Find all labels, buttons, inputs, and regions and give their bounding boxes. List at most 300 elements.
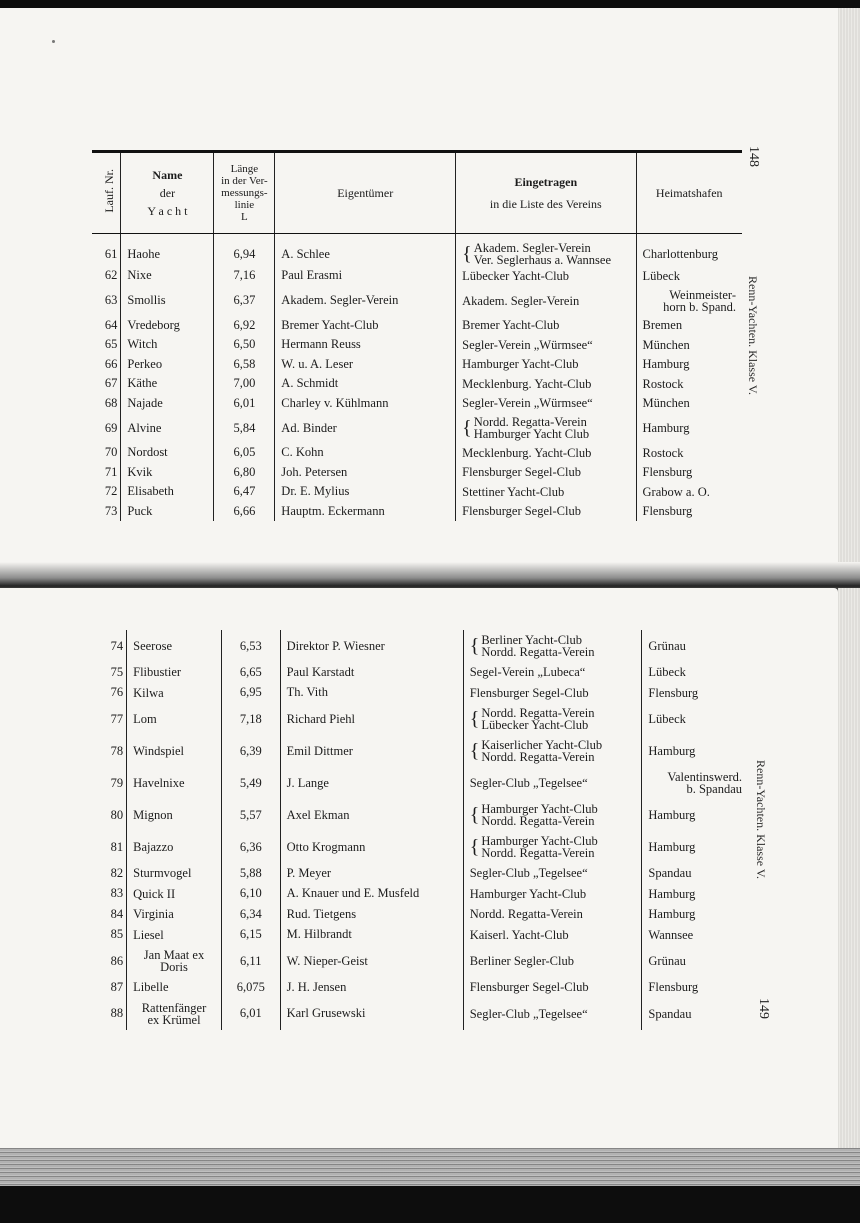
brace-mark: { xyxy=(469,740,480,762)
cell-yacht-name xyxy=(127,703,222,735)
table-row xyxy=(98,662,748,683)
cell-owner: M. Hilbrandt xyxy=(280,925,463,946)
cell-home-port xyxy=(642,683,748,704)
cell-club xyxy=(463,799,642,831)
table-body xyxy=(98,630,748,1030)
table-row xyxy=(98,767,748,799)
home-port-line: Flensburg xyxy=(642,465,693,480)
club-line: Segler-Club „Tegelsee“ xyxy=(469,1006,588,1021)
table-row xyxy=(92,316,742,336)
yacht-register-table-lower xyxy=(98,630,748,1030)
cell-home-port xyxy=(642,884,748,905)
yacht-name-line: Bajazzo xyxy=(133,840,174,854)
yacht-name-line: Mignon xyxy=(133,808,173,822)
cell-club xyxy=(456,443,636,463)
cell-home-port xyxy=(642,998,748,1030)
cell-length: 6,39 xyxy=(221,735,280,767)
cell-club xyxy=(463,767,642,799)
table-row xyxy=(98,925,748,946)
cell-length: 6,01 xyxy=(221,998,280,1030)
cell-nr: 66 xyxy=(92,355,121,375)
cell-club xyxy=(463,925,642,946)
cell-club xyxy=(463,735,642,767)
brace-mark: { xyxy=(469,708,480,730)
cell-length: 7,00 xyxy=(214,374,275,394)
header-club: Eingetragen in die Liste des Vereins xyxy=(456,152,636,234)
club-line: Hamburger Yacht-Club xyxy=(481,834,598,848)
club-line: Nordd. Regatta-Verein xyxy=(473,415,587,429)
cell-length: 6,01 xyxy=(214,394,275,414)
club-line: Nordd. Regatta-Verein xyxy=(481,706,595,720)
cell-home-port xyxy=(636,266,742,286)
cell-length: 6,50 xyxy=(214,335,275,355)
home-port-line: Charlottenburg xyxy=(642,247,718,261)
cell-nr: 73 xyxy=(92,502,121,522)
club-line: Flensburger Segel-Club xyxy=(462,504,581,519)
cell-yacht-name xyxy=(127,831,222,863)
club-line: Kaiserl. Yacht-Club xyxy=(469,927,569,942)
club-line: Lübecker Yacht-Club xyxy=(481,718,589,732)
cell-yacht-name xyxy=(127,735,222,767)
yacht-name-line: Quick II xyxy=(133,886,176,901)
table-row xyxy=(92,355,742,375)
cell-length: 6,53 xyxy=(221,630,280,662)
cell-nr: 75 xyxy=(98,662,127,683)
cell-home-port xyxy=(642,799,748,831)
cell-home-port xyxy=(642,863,748,884)
cell-yacht-name: Alvine xyxy=(127,420,162,435)
yacht-name-line: Jan Maat ex xyxy=(143,948,205,962)
home-port-line: Spandau xyxy=(648,1006,692,1021)
cell-owner: P. Meyer xyxy=(280,863,463,884)
table-row xyxy=(98,998,748,1030)
club-line: Hamburger Yacht-Club xyxy=(462,357,579,372)
club-line: Nordd. Regatta-Verein xyxy=(481,814,595,828)
cell-owner: Hermann Reuss xyxy=(275,335,456,355)
cell-owner: Otto Krogmann xyxy=(280,831,463,863)
home-port-line: Hamburg xyxy=(648,840,696,854)
cell-nr: 83 xyxy=(98,884,127,905)
cell-club xyxy=(456,316,636,336)
cell-length: 5,84 xyxy=(214,413,275,443)
club-line: Flensburger Segel-Club xyxy=(469,685,589,700)
club-line: Nordd. Regatta-Verein xyxy=(481,846,595,860)
home-port-line: Spandau xyxy=(648,866,692,881)
cell-nr: 85 xyxy=(98,925,127,946)
cell-yacht-name xyxy=(127,977,222,998)
club-line: Lübecker Yacht-Club xyxy=(462,268,570,283)
cell-owner: Th. Vith xyxy=(280,683,463,704)
cell-owner: Hauptm. Eckermann xyxy=(275,502,456,522)
table-row xyxy=(98,683,748,704)
cell-length: 6,95 xyxy=(221,683,280,704)
home-port-line: Rostock xyxy=(642,376,684,391)
cell-home-port xyxy=(636,286,742,316)
running-head: Renn-Yachten. Klasse V. xyxy=(754,760,768,879)
cell-club xyxy=(456,374,636,394)
home-port-line: horn b. Spand. xyxy=(663,299,736,314)
cell-nr: 87 xyxy=(98,977,127,998)
cell-length: 6,075 xyxy=(221,977,280,998)
club-line: Mecklenburg. Yacht-Club xyxy=(462,445,592,460)
brace-mark: { xyxy=(462,243,472,265)
cell-owner: J. Lange xyxy=(280,767,463,799)
club-line: Berliner Segler-Club xyxy=(469,954,574,968)
cell-yacht-name xyxy=(127,662,222,683)
cell-home-port xyxy=(636,335,742,355)
home-port-line: Lübeck xyxy=(648,712,686,726)
cell-length: 6,94 xyxy=(214,234,275,267)
cell-club xyxy=(456,413,636,443)
club-line: Segler-Club „Tegelsee“ xyxy=(469,776,588,790)
club-line: Hamburger Yacht Club xyxy=(473,427,590,441)
cell-club xyxy=(456,286,636,316)
cell-club xyxy=(463,904,642,925)
table-row xyxy=(98,884,748,905)
cell-yacht-name: Witch xyxy=(127,337,158,352)
table-row xyxy=(92,286,742,316)
yacht-name-line: Windspiel xyxy=(133,744,185,758)
club-line: Berliner Yacht-Club xyxy=(481,633,583,647)
club-line: Kaiserlicher Yacht-Club xyxy=(481,738,603,752)
page-stack-edge xyxy=(0,1148,860,1186)
cell-home-port xyxy=(642,767,748,799)
yacht-name-line: Kilwa xyxy=(133,685,164,700)
cell-length: 7,18 xyxy=(221,703,280,735)
table-row xyxy=(98,630,748,662)
table-row xyxy=(92,234,742,267)
cell-yacht-name xyxy=(127,630,222,662)
club-line: Flensburger Segel-Club xyxy=(462,465,581,480)
cell-home-port xyxy=(636,482,742,502)
home-port-line: Bremen xyxy=(642,318,683,333)
yacht-name-line: Sturmvogel xyxy=(133,866,192,881)
cell-nr: 76 xyxy=(98,683,127,704)
cell-length: 6,37 xyxy=(214,286,275,316)
cell-yacht-name: Perkeo xyxy=(127,356,163,371)
cell-home-port xyxy=(642,977,748,998)
table-row xyxy=(98,863,748,884)
cell-length: 6,65 xyxy=(221,662,280,683)
cell-owner: Charley v. Kühlmann xyxy=(275,394,456,414)
cell-yacht-name xyxy=(127,904,222,925)
cell-length: 6,10 xyxy=(221,884,280,905)
paper-speck xyxy=(52,40,55,43)
cell-owner: J. H. Jensen xyxy=(280,977,463,998)
club-line: Nordd. Regatta-Verein xyxy=(481,645,595,659)
home-port-line: Hamburg xyxy=(648,886,696,901)
cell-yacht-name: Kvik xyxy=(127,464,153,479)
cell-yacht-name xyxy=(127,767,222,799)
table-row xyxy=(98,799,748,831)
yacht-register-table-upper xyxy=(92,150,742,521)
cell-home-port xyxy=(636,316,742,336)
header-owner: Eigentümer xyxy=(275,152,456,234)
cell-yacht-name: Puck xyxy=(127,503,153,518)
running-head: Renn-Yachten. Klasse V. xyxy=(746,276,760,395)
home-port-line: Hamburg xyxy=(642,357,690,372)
cell-owner: Paul Erasmi xyxy=(275,266,456,286)
lower-page-edge xyxy=(838,588,860,1148)
cell-length: 6,36 xyxy=(221,831,280,863)
cell-owner: Bremer Yacht-Club xyxy=(275,316,456,336)
home-port-line: München xyxy=(642,396,690,411)
cell-nr: 72 xyxy=(92,482,121,502)
cell-home-port xyxy=(636,234,742,267)
cell-home-port xyxy=(636,394,742,414)
club-line: Hamburger Yacht-Club xyxy=(481,802,598,816)
cell-length: 6,66 xyxy=(214,502,275,522)
cell-length: 6,15 xyxy=(221,925,280,946)
cell-owner: Paul Karstadt xyxy=(280,662,463,683)
cell-club xyxy=(463,703,642,735)
cell-club xyxy=(463,630,642,662)
cell-nr: 69 xyxy=(92,413,121,443)
table-row xyxy=(92,482,742,502)
table-body xyxy=(92,234,742,522)
cell-owner: Joh. Petersen xyxy=(275,463,456,483)
yacht-name-line: Libelle xyxy=(133,980,169,995)
cell-club xyxy=(463,831,642,863)
brace-mark: { xyxy=(462,417,472,439)
cell-length: 6,80 xyxy=(214,463,275,483)
cell-home-port xyxy=(636,443,742,463)
cell-club xyxy=(463,884,642,905)
table-row xyxy=(92,463,742,483)
cell-owner: Axel Ekman xyxy=(280,799,463,831)
home-port-line: Flensburg xyxy=(648,685,699,700)
table-row xyxy=(98,703,748,735)
cell-club xyxy=(463,977,642,998)
table-row xyxy=(92,413,742,443)
cell-owner: Richard Piehl xyxy=(280,703,463,735)
cell-home-port xyxy=(642,735,748,767)
cell-yacht-name xyxy=(127,925,222,946)
table-row xyxy=(98,904,748,925)
cell-nr: 77 xyxy=(98,703,127,735)
cell-yacht-name: Elisabeth xyxy=(127,484,174,499)
cell-home-port xyxy=(642,925,748,946)
cell-yacht-name xyxy=(127,863,222,884)
home-port-line: Lübeck xyxy=(648,665,686,680)
cell-home-port xyxy=(636,463,742,483)
yacht-name-line: Seerose xyxy=(133,639,172,653)
cell-yacht-name: Smollis xyxy=(127,293,166,307)
cell-nr: 81 xyxy=(98,831,127,863)
home-port-line: Hamburg xyxy=(648,907,696,922)
cell-home-port xyxy=(642,904,748,925)
cell-club xyxy=(463,998,642,1030)
club-line: Flensburger Segel-Club xyxy=(469,980,589,995)
cell-yacht-name: Nordost xyxy=(127,445,168,460)
home-port-line: Weinmeister- xyxy=(669,287,736,302)
cell-nr: 65 xyxy=(92,335,121,355)
yacht-name-line: Virginia xyxy=(133,907,174,922)
cell-club xyxy=(456,266,636,286)
yacht-name-line: Flibustier xyxy=(133,665,182,680)
cell-owner: A. Schmidt xyxy=(275,374,456,394)
club-line: Segler-Verein „Würmsee“ xyxy=(462,396,593,411)
upper-page-edge xyxy=(838,8,860,580)
cell-nr: 78 xyxy=(98,735,127,767)
cell-yacht-name xyxy=(127,799,222,831)
cell-owner: Emil Dittmer xyxy=(280,735,463,767)
brace-mark: { xyxy=(469,804,480,826)
club-line: Segler-Club „Tegelsee“ xyxy=(469,866,588,881)
cell-yacht-name xyxy=(127,998,222,1030)
cell-length: 6,11 xyxy=(221,945,280,977)
cell-nr: 61 xyxy=(92,234,121,267)
home-port-line: Wannsee xyxy=(648,927,694,942)
table-row xyxy=(92,443,742,463)
club-line: Mecklenburg. Yacht-Club xyxy=(462,376,592,391)
cell-yacht-name: Haohe xyxy=(127,246,160,261)
cell-club xyxy=(456,234,636,267)
club-line: Akadem. Segler-Verein xyxy=(473,241,591,255)
yacht-name-line: Doris xyxy=(160,960,188,974)
club-line: Ver. Seglerhaus a. Wannsee xyxy=(473,253,611,267)
cell-nr: 62 xyxy=(92,266,121,286)
table-row xyxy=(92,502,742,522)
cell-length: 6,47 xyxy=(214,482,275,502)
cell-owner: W. Nieper-Geist xyxy=(280,945,463,977)
cell-home-port xyxy=(636,413,742,443)
cell-nr: 68 xyxy=(92,394,121,414)
club-line: Bremer Yacht-Club xyxy=(462,318,560,333)
table-header xyxy=(92,152,742,234)
table-row xyxy=(92,374,742,394)
cell-length: 6,92 xyxy=(214,316,275,336)
home-port-line: Hamburg xyxy=(648,808,696,822)
yacht-name-line: Liesel xyxy=(133,927,164,942)
yacht-name-line: Lom xyxy=(133,712,157,726)
cell-owner: Dr. E. Mylius xyxy=(275,482,456,502)
cell-nr: 74 xyxy=(98,630,127,662)
cell-yacht-name: Vredeborg xyxy=(127,317,180,332)
header-nr: Lauf. Nr. xyxy=(92,152,121,234)
header-name: Name der Y a c h t xyxy=(121,152,214,234)
cell-home-port xyxy=(636,374,742,394)
brace-mark: { xyxy=(469,836,480,858)
club-line: Segel-Verein „Lubeca“ xyxy=(469,665,586,680)
cell-club xyxy=(463,945,642,977)
home-port-line: Flensburg xyxy=(648,980,699,995)
cell-home-port xyxy=(642,630,748,662)
cell-nr: 70 xyxy=(92,443,121,463)
yacht-name-line: ex Krümel xyxy=(147,1012,201,1027)
home-port-line: Lübeck xyxy=(642,268,680,283)
cell-owner: Karl Grusewski xyxy=(280,998,463,1030)
yacht-name-line: Havelnixe xyxy=(133,776,185,790)
cell-club xyxy=(456,335,636,355)
home-port-line: Rostock xyxy=(642,445,684,460)
cell-length: 5,57 xyxy=(221,799,280,831)
home-port-line: Grünau xyxy=(648,639,686,653)
cell-length: 6,05 xyxy=(214,443,275,463)
cell-club xyxy=(463,662,642,683)
cell-nr: 67 xyxy=(92,374,121,394)
cell-home-port xyxy=(642,945,748,977)
cell-nr: 80 xyxy=(98,799,127,831)
cell-length: 6,58 xyxy=(214,355,275,375)
cell-nr: 79 xyxy=(98,767,127,799)
club-line: Akadem. Segler-Verein xyxy=(462,293,580,308)
club-line: Hamburger Yacht-Club xyxy=(469,886,587,901)
cell-owner: Rud. Tietgens xyxy=(280,904,463,925)
club-line: Stettiner Yacht-Club xyxy=(462,484,565,499)
page-number: 148 xyxy=(746,146,761,167)
cell-length: 5,88 xyxy=(221,863,280,884)
cell-club xyxy=(456,355,636,375)
home-port-line: Flensburg xyxy=(642,504,693,519)
cell-nr: 84 xyxy=(98,904,127,925)
cell-club xyxy=(456,502,636,522)
cell-owner: C. Kohn xyxy=(275,443,456,463)
cell-length: 7,16 xyxy=(214,266,275,286)
cell-length: 6,34 xyxy=(221,904,280,925)
table-row xyxy=(98,831,748,863)
cell-nr: 86 xyxy=(98,945,127,977)
home-port-line: Grünau xyxy=(648,954,686,968)
home-port-line: b. Spandau xyxy=(686,782,742,796)
header-home-port: Heimatshafen xyxy=(636,152,742,234)
cell-nr: 71 xyxy=(92,463,121,483)
cell-nr: 63 xyxy=(92,286,121,316)
cell-home-port xyxy=(636,502,742,522)
cell-yacht-name: Nixe xyxy=(127,268,152,283)
cell-club xyxy=(456,482,636,502)
table-row xyxy=(92,266,742,286)
club-line: Nordd. Regatta-Verein xyxy=(481,750,595,764)
cell-home-port xyxy=(642,831,748,863)
table-row xyxy=(92,335,742,355)
cell-club xyxy=(456,394,636,414)
cell-yacht-name xyxy=(127,884,222,905)
cell-owner: A. Schlee xyxy=(275,234,456,267)
cell-nr: 88 xyxy=(98,998,127,1030)
cell-nr: 82 xyxy=(98,863,127,884)
cell-home-port xyxy=(642,662,748,683)
club-line: Segler-Verein „Würmsee“ xyxy=(462,337,593,352)
header-length: Länge in der Ver- messungs- linie L xyxy=(214,152,275,234)
cell-length: 5,49 xyxy=(221,767,280,799)
home-port-line: Hamburg xyxy=(648,744,696,758)
home-port-line: Hamburg xyxy=(642,421,690,435)
yacht-name-line: Rattenfänger xyxy=(141,1000,207,1015)
home-port-line: Grabow a. O. xyxy=(642,484,710,499)
cell-owner: Akadem. Segler-Verein xyxy=(275,286,456,316)
home-port-line: Valentinswerd. xyxy=(667,770,742,784)
cell-home-port xyxy=(636,355,742,375)
club-line: Nordd. Regatta-Verein xyxy=(469,907,583,922)
cell-home-port xyxy=(642,703,748,735)
page-number: 149 xyxy=(756,998,771,1019)
table-row xyxy=(98,977,748,998)
table-row xyxy=(98,735,748,767)
cell-owner: Direktor P. Wiesner xyxy=(280,630,463,662)
cell-yacht-name xyxy=(127,683,222,704)
home-port-line: München xyxy=(642,337,690,352)
cell-owner: A. Knauer und E. Musfeld xyxy=(280,884,463,905)
brace-mark: { xyxy=(469,635,480,657)
cell-yacht-name: Najade xyxy=(127,395,163,410)
cell-yacht-name xyxy=(127,945,222,977)
cell-yacht-name: Käthe xyxy=(127,376,158,391)
cell-club xyxy=(456,463,636,483)
cell-owner: W. u. A. Leser xyxy=(275,355,456,375)
cell-owner: Ad. Binder xyxy=(275,413,456,443)
cell-nr: 64 xyxy=(92,316,121,336)
